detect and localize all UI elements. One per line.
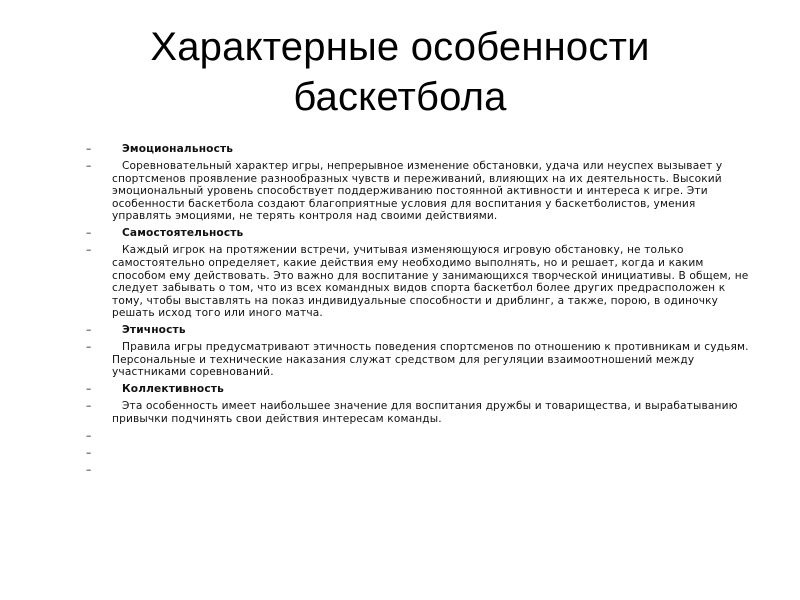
- bullet-text: Коллективность: [122, 383, 224, 396]
- bullet-text: Этичность: [122, 324, 186, 337]
- bullet-dash: –: [86, 324, 92, 337]
- bullet-list: [82, 143, 750, 481]
- bullet-text: Эмоциональность: [122, 143, 234, 155]
- bullet-dash: –: [86, 341, 92, 354]
- bullet-dash: –: [86, 463, 92, 476]
- bullet-dash: –: [86, 430, 92, 442]
- bullet-empty: [82, 464, 750, 477]
- bullet-dash: –: [86, 227, 92, 240]
- bullet-heading: [82, 383, 750, 396]
- bullet-heading: [82, 324, 750, 337]
- bullet-dash: –: [86, 159, 92, 172]
- bullet-text: Самостоятельность: [122, 227, 244, 240]
- bullet-paragraph: [82, 244, 750, 320]
- bullet-dash: –: [86, 383, 92, 396]
- bullet-paragraph: [82, 400, 750, 425]
- bullet-dash: –: [86, 400, 92, 413]
- bullet-paragraph: [82, 160, 750, 223]
- bullet-heading: [82, 143, 750, 156]
- bullet-text: Эта особенность имеет наибольшее значение для воспитания дружбы и товарищества, и вырабатыванию привычки подчинять свои действия интересам команды.: [112, 400, 738, 426]
- bullet-heading: [82, 227, 750, 240]
- bullet-dash: –: [86, 143, 92, 155]
- bullet-text: Каждый игрок на протяжении встречи, учитывая изменяющуюся игровую обстановку, не только самостоятельно определяет, какие действия ему необходимо выполнять, но и решает, когда и каким способом ему действовать. Это важно для воспитание у занимающихся творческой инициативы. В общем, не следует забывать о том, что из всех командных видов спорта баскетбол более других предрасположен к тому, чтобы выставлять на показ индивидуальные способности и дриблинг, а также, порою, в одиночку решать исход того или иного матча.: [112, 244, 749, 320]
- bullet-text: Соревновательный характер игры, непрерывное изменение обстановки, удача или неуспех вызывает у спортсменов проявление разнообразных чувств и переживаний, влияющих на их деятельность. Высокий эмоциональный уровень способствует поддерживанию постоянной активности и интереса к игре. Эти особенности баскетбола создают благоприятные условия для воспитания у баскетболистов, умения управлять эмоциями, не терять контроля над своими действиями.: [112, 159, 723, 223]
- bullet-dash: –: [86, 244, 92, 257]
- bullet-paragraph: [82, 341, 750, 379]
- bullet-empty: [82, 430, 750, 443]
- bullet-empty: [82, 447, 750, 460]
- bullet-text: Правила игры предусматривают этичность поведения спортсменов по отношению к противникам и судьям. Персональные и технические наказания служат средством для регуляции взаимоотношений между участниками соревнований.: [112, 341, 749, 379]
- slide-title: Характерные особенности баскетбола: [150, 25, 650, 119]
- bullet-dash: –: [86, 446, 92, 459]
